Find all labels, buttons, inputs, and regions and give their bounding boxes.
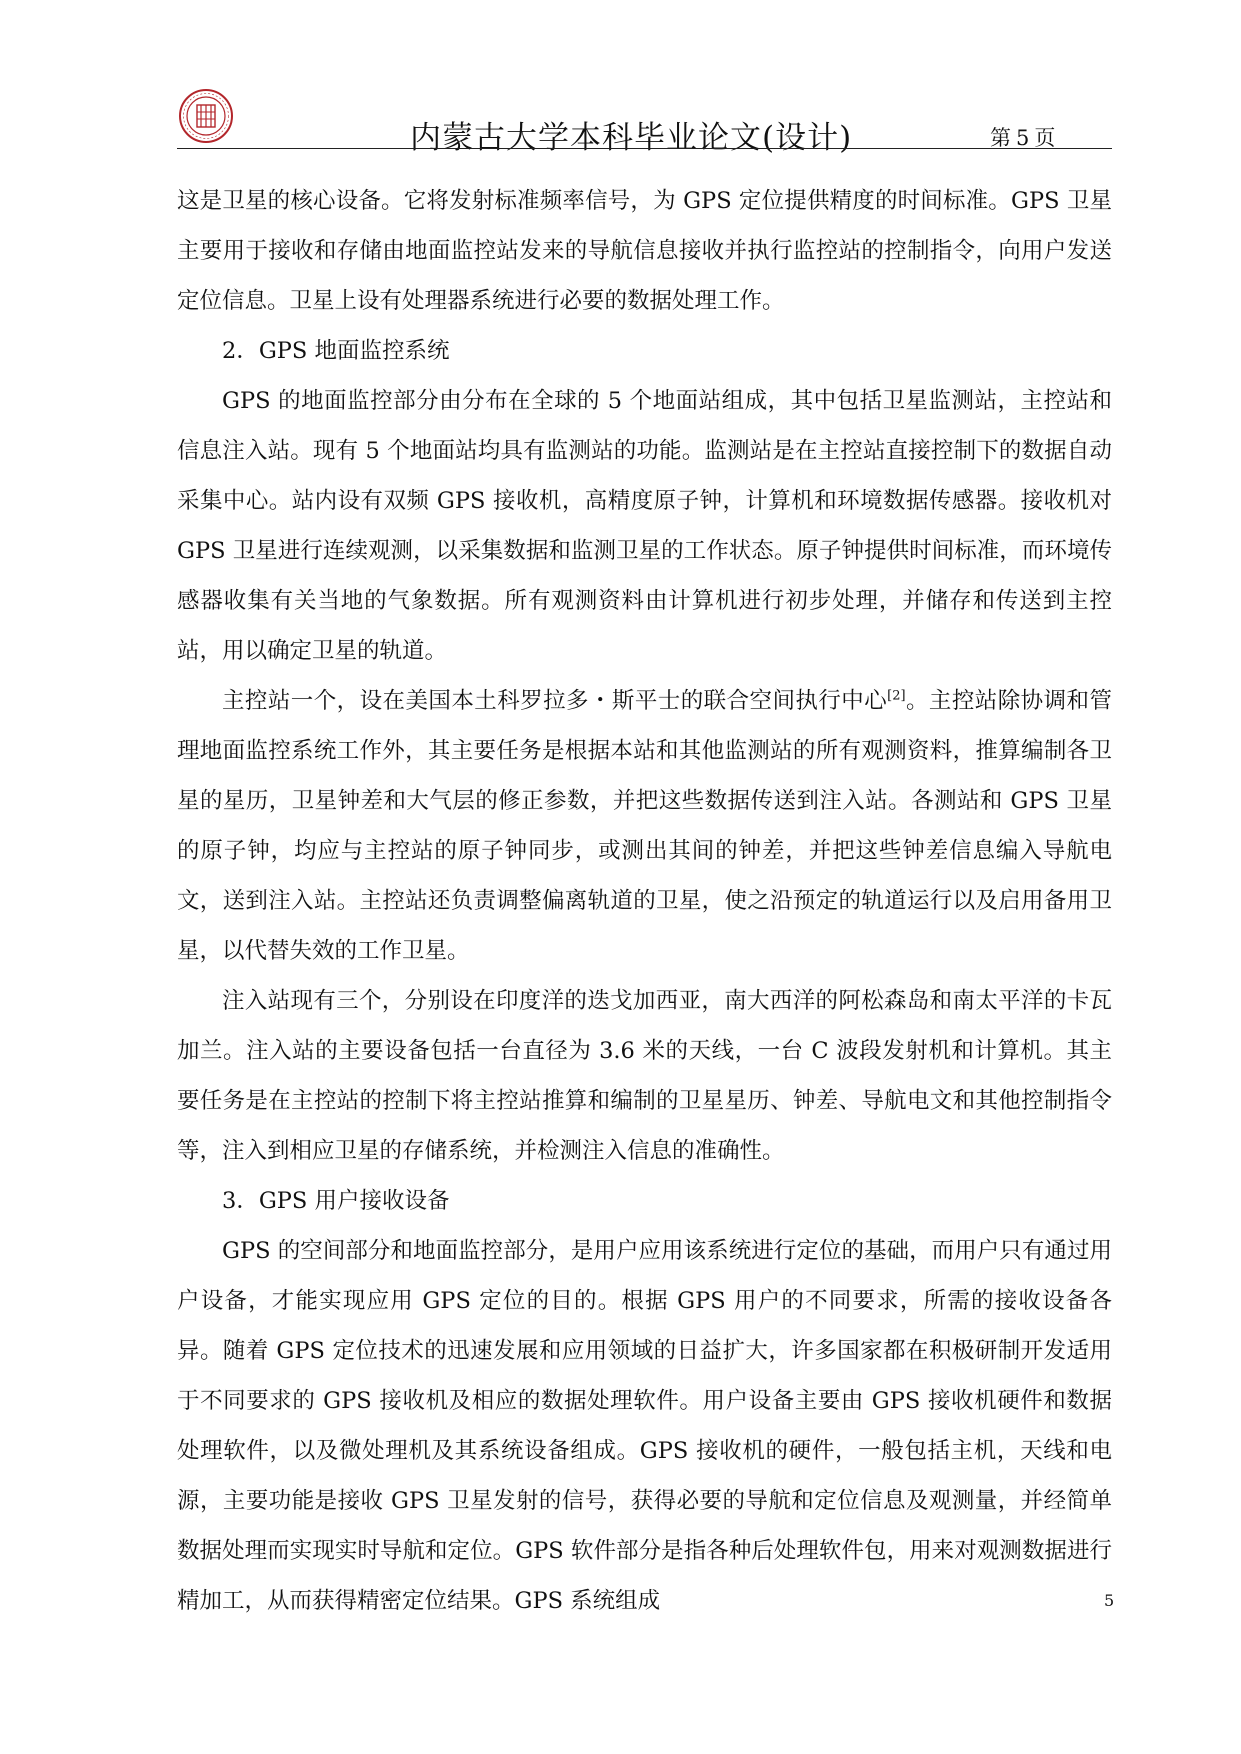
footer-page-number: 5 — [1104, 1591, 1115, 1610]
university-seal-icon — [178, 88, 234, 144]
citation-reference: [2] — [887, 688, 906, 704]
header-page-suffix: 页 — [1034, 126, 1056, 150]
header-page-prefix: 第 — [990, 126, 1011, 150]
paragraph: 这是卫星的核心设备。它将发射标准频率信号，为 GPS 定位提供精度的时间标准。GPS 卫星主要用于接收和存储由地面监控站发来的导航信息接收并执行监控站的控制指令，向用户发送定位信息。卫星上设有处理器系统进行必要的数据处理工作。 — [177, 188, 1112, 314]
section-heading: 2．GPS 地面监控系统 — [222, 338, 450, 364]
header-divider — [177, 148, 1112, 149]
paragraph: GPS 的空间部分和地面监控部分，是用户应用该系统进行定位的基础，而用户只有通过用户设备，才能实现应用 GPS 定位的目的。根据 GPS 用户的不同要求，所需的接收设备各异。随着 GPS 定位技术的迅速发展和应用领域的日益扩大，许多国家都在积极研制开发适用于不同要求的 GPS 接收机及相应的数据处理软件。用户设备主要由 GPS 接收机硬件和数据处理软件，以及微处理机及其系统设备组成。GPS 接收机的硬件，一般包括主机，天线和电源，主要功能是接收 GPS 卫星发射的信号，获得必要的导航和定位信息及观测量，并经简单数据处理而实现实时导航和定位。GPS 软件部分是指各种后处理软件包，用来对观测数据进行精加工，从而获得精密定位结果。GPS 系统组成 — [177, 1238, 1112, 1614]
paragraph — [177, 676, 1112, 976]
section-heading: 3．GPS 用户接收设备 — [222, 1188, 450, 1214]
paragraph: GPS 的地面监控部分由分布在全球的 5 个地面站组成，其中包括卫星监测站，主控站和信息注入站。现有 5 个地面站均具有监测站的功能。监测站是在主控站直接控制下的数据自动采集中心。站内设有双频 GPS 接收机，高精度原子钟，计算机和环境数据传感器。接收机对 GPS 卫星进行连续观测，以采集数据和监测卫星的工作状态。原子钟提供时间标准，而环境传感器收集有关当地的气象数据。所有观测资料由计算机进行初步处理，并储存和传送到主控站，用以确定卫星的轨道。 — [177, 388, 1112, 664]
header-page-number: 5 — [1016, 126, 1030, 150]
paragraph: 注入站现有三个，分别设在印度洋的迭戈加西亚，南大西洋的阿松森岛和南太平洋的卡瓦加兰。注入站的主要设备包括一台直径为 3.6 米的天线，一台 C 波段发射机和计算机。其主要任务是在主控站的控制下将主控站推算和编制的卫星星历、钟差、导航电文和其他控制指令等，注入到相应卫星的存储系统，并检测注入信息的准确性。 — [177, 988, 1112, 1164]
document-body — [177, 176, 1115, 1626]
paragraph-text: 。主控站除协调和管理地面监控系统工作外，其主要任务是根据本站和其他监测站的所有观测资料，推算编制各卫星的星历，卫星钟差和大气层的修正参数，并把这些数据传送到注入站。各测站和 GPS 卫星的原子钟，均应与主控站的原子钟同步，或测出其间的钟差，并把这些钟差信息编入导航电文，送到注入站。主控站还负责调整偏离轨道的卫星，使之沿预定的轨道运行以及启用备用卫星，以代替失效的工作卫星。 — [177, 688, 1112, 964]
paragraph-text: 主控站一个，设在美国本土科罗拉多・斯平士的联合空间执行中心 — [222, 688, 888, 714]
header-title: 内蒙古大学本科毕业论文(设计) — [410, 120, 853, 156]
